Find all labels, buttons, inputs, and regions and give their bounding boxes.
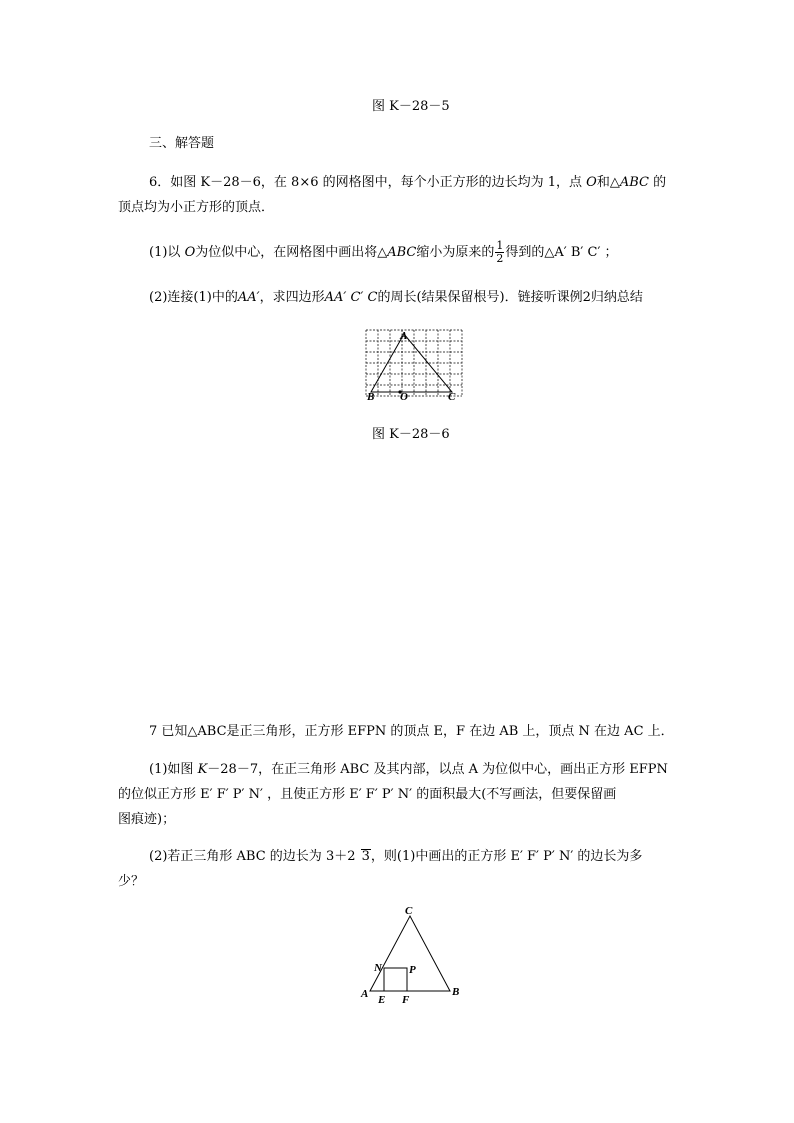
q7-text: ，则(1)中画出的正方形 E′ F′ P′ N′ 的边长为多 bbox=[370, 849, 643, 864]
fraction-one-half bbox=[495, 240, 504, 265]
q7-part-1-line-3: 图痕迹)； bbox=[118, 812, 176, 827]
q6-text: 的周长(结果保留根号)．链接听课例2归纳总结 bbox=[377, 290, 643, 305]
q6-text: 得到的△A′ B′ C′ ； bbox=[505, 245, 618, 260]
q6-point-o: O bbox=[184, 245, 196, 260]
label-o: O bbox=[400, 391, 408, 403]
q7-figure-ref: K bbox=[197, 762, 208, 777]
triangle-abc bbox=[370, 916, 450, 991]
q6-text: 缩小为原来的 bbox=[416, 245, 495, 260]
q7-text: (1)如图 bbox=[149, 762, 198, 777]
q6-part-2 bbox=[149, 288, 643, 308]
square-efpn bbox=[384, 968, 407, 991]
q7-part-1-line-2: 的位似正方形 E′ F′ P′ N′ ，且使正方形 E′ F′ P′ N′ 的面积最大(不写画法，但要保留画 bbox=[118, 787, 617, 802]
q6-text: (1)以 bbox=[149, 245, 185, 260]
label-a: A bbox=[361, 988, 369, 1000]
q6-line-1 bbox=[149, 173, 666, 193]
q7-part-2-line-2: 少？ bbox=[118, 874, 145, 889]
q7-text: (2)若正三角形 ABC 的边长为 3＋2 bbox=[149, 849, 360, 864]
label-n: N bbox=[374, 962, 382, 974]
section-heading: 三、解答题 bbox=[149, 136, 215, 151]
q6-quadrilateral: AA′ C′ C bbox=[324, 290, 378, 305]
q6-triangle-name: ABC bbox=[619, 175, 649, 190]
label-b: B bbox=[367, 391, 375, 403]
q6-line-2: 顶点均为小正方形的顶点． bbox=[118, 200, 275, 215]
label-e: E bbox=[378, 994, 386, 1006]
q6-part-1 bbox=[149, 240, 618, 265]
q7-part-1-line-1 bbox=[149, 760, 668, 780]
figure-caption-k28-5: 图 K－28－5 bbox=[372, 99, 450, 114]
figure-caption-k28-6: 图 K－28－6 bbox=[372, 427, 450, 442]
sqrt-value: 3 bbox=[361, 849, 370, 864]
q6-point-o: O bbox=[586, 175, 597, 190]
q6-triangle-name: ABC bbox=[387, 245, 417, 260]
q6-text: ，求四边形 bbox=[259, 290, 325, 305]
q6-text: 6．如图 K－28－6，在 8×6 的网格图中，每个小正方形的边长均为 1，点 bbox=[149, 175, 587, 190]
label-p: P bbox=[409, 964, 416, 976]
fraction-numerator: 1 bbox=[496, 239, 504, 252]
q6-text: 的 bbox=[648, 175, 667, 190]
q7-part-2-line-1 bbox=[149, 847, 642, 867]
q6-segment-aa: AA′ bbox=[237, 290, 260, 305]
q7-intro: 7 已知△ABC是正三角形，正方形 EFPN 的顶点 E，F 在边 AB 上，顶点 N 在边 AC 上． bbox=[149, 724, 674, 739]
label-f: F bbox=[402, 994, 410, 1006]
label-c: C bbox=[405, 905, 413, 917]
sqrt-radicand bbox=[361, 849, 371, 864]
figure-grid-k28-6 bbox=[362, 326, 462, 404]
label-c: C bbox=[448, 391, 456, 403]
q6-text: 和△ bbox=[596, 175, 620, 190]
fraction-denominator: 2 bbox=[496, 252, 504, 265]
q7-text: －28－7，在正三角形 ABC 及其内部，以点 A 为位似中心，画出正方形 EFPN bbox=[207, 762, 668, 777]
label-b: B bbox=[452, 986, 460, 998]
label-a: A bbox=[400, 330, 408, 342]
q6-text: (2)连接(1)中的 bbox=[149, 290, 238, 305]
q6-text: 为位似中心，在网格图中画出将△ bbox=[195, 245, 388, 260]
figure-triangle-k28-7 bbox=[360, 905, 465, 1005]
